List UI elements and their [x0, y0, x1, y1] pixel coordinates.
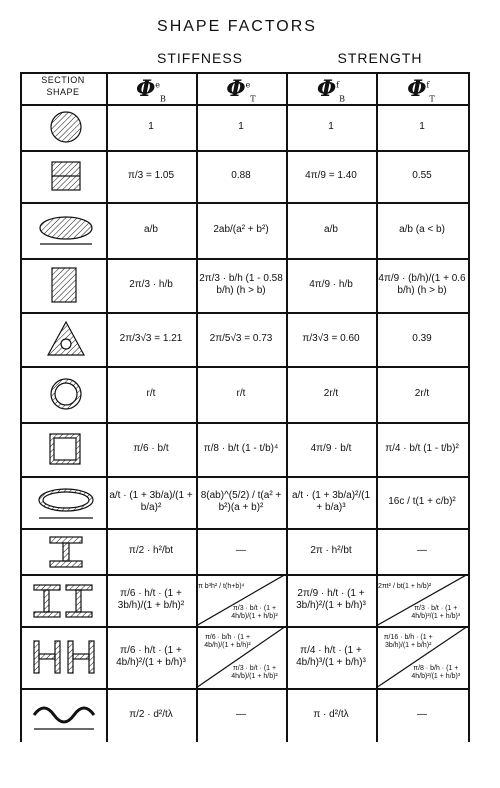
factor-cell: 1	[238, 121, 244, 132]
factor-cell: 4π/9 · (b/h)/(1 + 0.6 b/h) (h > b)	[378, 273, 466, 296]
hollow-box-icon	[28, 429, 98, 469]
factor-cell: π/4 · h/t · (1 + 4b/h)³/(1 + b/h)³	[296, 645, 366, 668]
factor-cell: 2π/3√3 = 1.21	[119, 333, 183, 344]
h-section-icon	[28, 637, 98, 677]
factor-cell: π/3 = 1.05	[127, 170, 175, 181]
section-shape-solid-ellipse	[20, 202, 106, 258]
solid-ellipse-icon	[28, 210, 98, 250]
column-rule	[468, 72, 470, 742]
solid-triangle-icon	[28, 319, 98, 359]
solid-square-icon	[28, 156, 98, 196]
strength-heading: STRENGTH	[337, 50, 423, 66]
section-shape-hollow-box	[20, 422, 106, 476]
i-section-b-icon	[28, 580, 98, 620]
factor-cell: 2π/9 · h/t · (1 + 3b/h)²/(1 + b/h)³	[296, 588, 366, 611]
stiffness-heading: STIFFNESS	[156, 50, 243, 66]
factor-cell: 2π · h²/bt	[310, 545, 352, 556]
section-shape-solid-circle	[20, 104, 106, 150]
factor-cell: r/t	[146, 388, 156, 399]
factor-cell: 0.39	[412, 333, 432, 344]
section-shape-i-section-b	[20, 574, 106, 626]
factor-cell: —	[417, 709, 427, 720]
factor-cell-upper: π b³h² / t(h+b)⁴	[198, 583, 245, 590]
i-section-a-icon	[28, 531, 98, 571]
factor-cell: π/8 · b/t (1 - t/b)⁴	[203, 443, 279, 454]
factor-cell: a/t · (1 + 3b/a)/(1 + b/a)²	[109, 490, 193, 513]
factor-cell: π/2 · d²/tλ	[129, 709, 173, 720]
factor-cell: a/t · (1 + 3b/a)²/(1 + b/a)³	[291, 490, 371, 513]
factor-cell: r/t	[236, 388, 246, 399]
factor-cell: a/b	[324, 224, 338, 235]
factor-cell: π/6 · h/t · (1 + 4b/h)²/(1 + b/h)³	[116, 645, 186, 668]
section-shape-h-section	[20, 626, 106, 688]
factor-cell-upper: π/16 · b/h · (1 + 3b/h)/(1 + b/h)²	[383, 633, 433, 649]
factor-cell: 0.55	[412, 170, 432, 181]
solid-rectangle-icon	[28, 265, 98, 305]
factor-cell: 4π/9 · h/b	[309, 279, 353, 290]
factor-cell: a/b (a < b)	[399, 224, 445, 235]
factor-cell-lower: π/3 · b/t · (1 + 4h/b)/(1 + h/b)²	[231, 664, 278, 680]
factor-cell: 2r/t	[414, 388, 430, 399]
phi-f-t-symbol: $\Phi^f_T$	[407, 76, 435, 104]
factor-cell-upper: 2πt² / bt(1 + h/b)²	[378, 583, 432, 590]
phi-f-b-symbol: $\Phi^f_B$	[316, 76, 346, 104]
factor-cell: π/4 · b/t (1 - t/b)²	[385, 443, 459, 454]
section-shape-hollow-ellipse	[20, 476, 106, 528]
factor-cell: 1	[148, 121, 154, 132]
factor-cell: π/6 · b/t	[133, 443, 169, 454]
page-title: SHAPE FACTORS	[157, 18, 317, 35]
section-shape-solid-triangle	[20, 312, 106, 366]
factor-cell: 4π/9 · b/t	[310, 443, 352, 454]
factor-cell-upper: π/6 · b/h · (1 + 4b/h)/(1 + b/h)²	[204, 633, 251, 649]
factor-cell: a/b	[144, 224, 158, 235]
solid-circle-icon	[28, 107, 98, 147]
factor-cell: 0.88	[231, 170, 251, 181]
factor-cell: —	[236, 545, 246, 556]
factor-cell: 2π/5√3 = 0.73	[209, 333, 273, 344]
factor-cell: π/6 · h/t · (1 + 3b/h)/(1 + b/h)²	[117, 588, 185, 611]
factor-cell: 4π/9 = 1.40	[305, 170, 357, 181]
phi-e-b-symbol: $\Phi^e_B$	[136, 76, 166, 104]
factor-cell-lower: π/8 · b/h · (1 + 4h/b)²/(1 + h/b)³	[411, 664, 461, 680]
factor-cell-lower: π/3 · b/t · (1 + 4h/b)/(1 + h/b)²	[231, 605, 278, 620]
hollow-tube-icon	[28, 374, 98, 414]
factor-cell: 16c / t(1 + c/b)²	[388, 496, 456, 507]
factor-cell: 2r/t	[323, 388, 339, 399]
factor-cell: —	[417, 545, 427, 556]
factor-cell: 2π/3 · b/h (1 - 0.58 b/h) (h > b)	[199, 273, 283, 296]
factor-cell: 2π/3 · h/b	[129, 279, 173, 290]
factor-cell: —	[236, 709, 246, 720]
factor-cell: 2ab/(a² + b²)	[213, 224, 269, 235]
hollow-ellipse-icon	[28, 482, 98, 522]
corrugated-sheet-icon	[28, 695, 98, 735]
section-shape-hollow-tube	[20, 366, 106, 422]
phi-e-t-symbol: $\Phi^e_T$	[226, 76, 256, 104]
factor-cell: π/2 · h²/bt	[128, 545, 174, 556]
factor-cell: 1	[419, 121, 425, 132]
section-shape-i-section-a	[20, 528, 106, 574]
header-top-rule	[106, 72, 468, 74]
factor-cell: π/3√3 = 0.60	[302, 333, 360, 344]
factor-cell: π · d²/tλ	[313, 709, 349, 720]
factor-cell-lower: π/3 · b/t · (1 + 4h/b)²/(1 + h/b)³	[411, 605, 461, 620]
factor-cell: 8(ab)^(5/2) / t(a² + b²)(a + b)²	[200, 490, 282, 513]
section-shape-solid-square	[20, 150, 106, 202]
factor-cell: 1	[328, 121, 334, 132]
section-shape-solid-rectangle	[20, 258, 106, 312]
section-shape-header: SECTION SHAPE	[41, 75, 85, 97]
section-shape-corrugated-sheet	[20, 688, 106, 742]
